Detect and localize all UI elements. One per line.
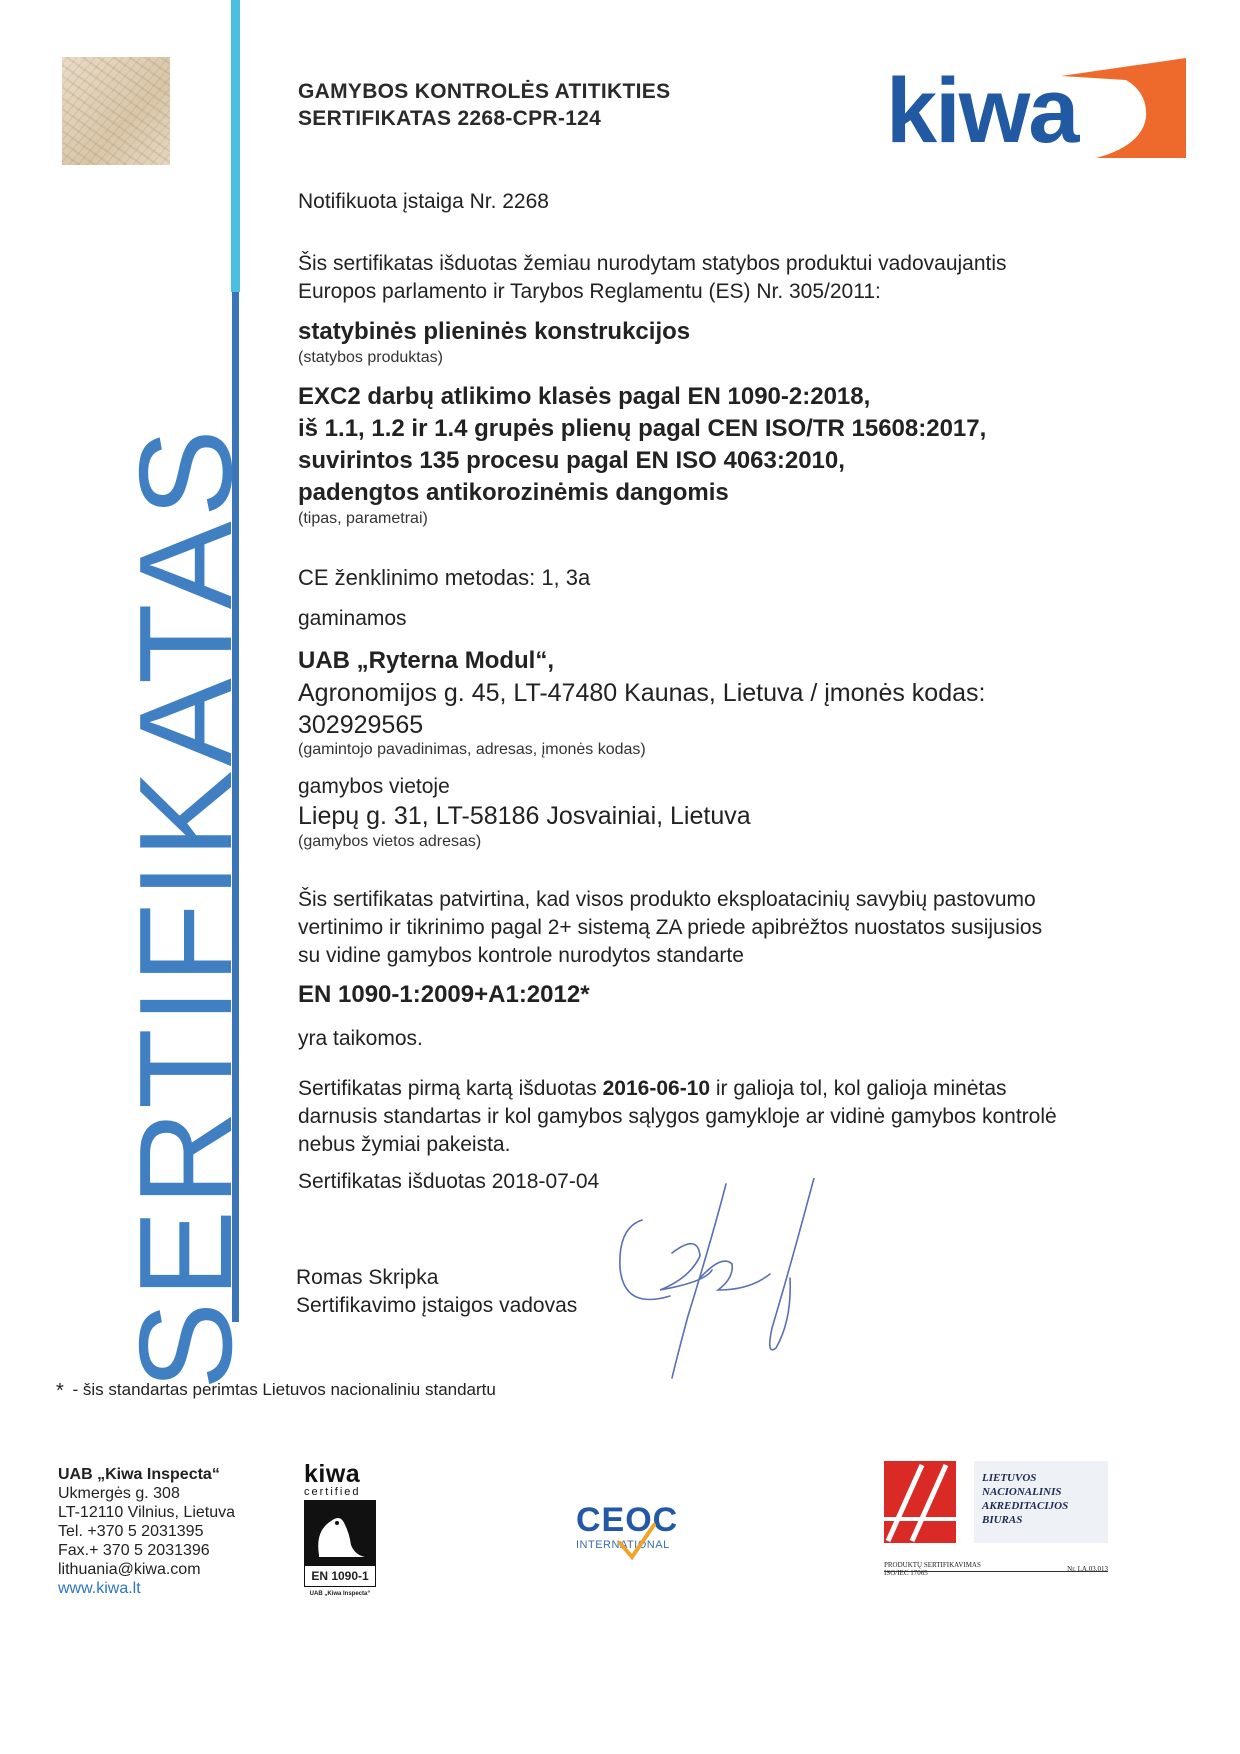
confirmation-text xyxy=(298,886,1042,970)
validity-line-1 xyxy=(298,1075,1057,1103)
lnab-line-3: AKREDITACIJOS xyxy=(982,1500,1069,1512)
type-line-2: iš 1.1, 1.2 ir 1.4 grupės plienų pagal CEN ISO/TR 15608:2017, xyxy=(298,415,987,442)
intro-text xyxy=(298,250,1007,306)
badge-certified: certified xyxy=(304,1486,361,1498)
first-issue-date: 2016-06-10 xyxy=(602,1077,711,1100)
type-line-1: EXC2 darbų atlikimo klasės pagal EN 1090-2:2018, xyxy=(298,383,871,410)
intro-line-2: Europos parlamento ir Tarybos Reglamentu (ES) Nr. 305/2011: xyxy=(298,280,881,303)
texture-swatch xyxy=(62,57,170,165)
issuer-city: LT-12110 Vilnius, Lietuva xyxy=(58,1504,236,1521)
side-title: SERTIFIKATAS xyxy=(112,425,259,1390)
kiwa-logo xyxy=(886,58,1186,166)
badge-standard: EN 1090-1 xyxy=(304,1566,376,1587)
issuer-fax: Fax.+ 370 5 2031396 xyxy=(58,1542,210,1559)
site-address: Liepų g. 31, LT-58186 Josvainiai, Lietuva xyxy=(298,802,751,830)
issuer-street: Ukmergės g. 308 xyxy=(58,1485,180,1502)
badge-company: UAB „Kiwa Inspecta“ xyxy=(309,1591,371,1597)
footnote-text: - šis standartas perimtas Lietuvos nacionaliniu standartu xyxy=(67,1380,496,1399)
manufacturer-address-line-1: Agronomijos g. 45, LT-47480 Kaunas, Lietuva / įmonės kodas: xyxy=(298,679,986,707)
lnab-bottom-2: ISO/IEC 17065 xyxy=(884,1569,928,1577)
product-type xyxy=(298,381,986,509)
accreditation-mark-icon xyxy=(884,1461,956,1543)
signature xyxy=(600,1178,860,1383)
ceoc-check-icon xyxy=(616,1523,656,1561)
issuer-tel: Tel. +370 5 2031395 xyxy=(58,1523,204,1540)
issuer-company: UAB „Kiwa Inspecta“ xyxy=(58,1466,220,1483)
footnote-mark: * xyxy=(56,1380,64,1402)
kiwa-logo-beaver xyxy=(1061,58,1186,158)
confirm-line-3: su vidine gamybos kontrole nurodytos standarte xyxy=(298,944,744,967)
footnote xyxy=(56,1380,496,1403)
manufacturer-address xyxy=(298,677,985,741)
product-name: statybinės plieninės konstrukcijos xyxy=(298,318,691,345)
validity-line-2: darnusis standartas ir kol gamybos sąlygos gamykloje ar vidinė gamybos kontrolė xyxy=(298,1105,1057,1128)
manufacturer-caption: (gamintojo pavadinimas, adresas, įmonės kodas) xyxy=(298,741,646,758)
ce-method: CE ženklinimo metodas: 1, 3a xyxy=(298,565,591,590)
beaver-silhouette-icon xyxy=(305,1501,375,1565)
type-line-4: padengtos antikorozinėmis dangomis xyxy=(298,479,729,506)
validity-line-3: nebus žymiai pakeista. xyxy=(298,1133,511,1156)
title-line-2: SERTIFIKATAS 2268-CPR-124 xyxy=(298,107,602,130)
intro-line-1: Šis sertifikatas išduotas žemiau nurodytam statybos produktui vadovaujantis xyxy=(298,252,1007,275)
confirm-line-1: Šis sertifikatas patvirtina, kad visos produkto eksploatacinių savybių pastovumo xyxy=(298,888,1036,911)
notified-body: Notifikuota įstaiga Nr. 2268 xyxy=(298,190,549,213)
applies-text: yra taikomos. xyxy=(298,1027,423,1050)
harmonised-standard: EN 1090-1:2009+A1:2012* xyxy=(298,981,590,1008)
accent-bar-light xyxy=(231,0,240,292)
issue-date: Sertifikatas išduotas 2018-07-04 xyxy=(298,1170,600,1193)
signer-name: Romas Skripka xyxy=(296,1266,439,1289)
accreditation-number: Nr. LA.03.013 xyxy=(1067,1565,1108,1573)
type-line-3: suvirintos 135 procesu pagal EN ISO 4063:2010, xyxy=(298,447,845,474)
lnab-bottom-1: PRODUKTŲ SERTIFIKAVIMAS xyxy=(884,1561,981,1569)
ceoc-text: CEOC xyxy=(576,1501,679,1539)
confirm-line-2: vertinimo ir tikrinimo pagal 2+ sistemą ZA priede apibrėžtos nuostatos susijusios xyxy=(298,916,1043,939)
kiwa-logo-text: kiwa xyxy=(886,60,1078,162)
signer-role: Sertifikavimo įstaigos vadovas xyxy=(296,1294,578,1317)
signatory xyxy=(296,1264,577,1320)
manufacturer-name: UAB „Ryterna Modul“, xyxy=(298,647,555,674)
validity-pre: Sertifikatas pirmą kartą išduotas xyxy=(298,1077,603,1100)
badge-word: kiwa xyxy=(304,1460,361,1488)
produced-label: gaminamos xyxy=(298,607,407,630)
lnab-line-4: BIURAS xyxy=(982,1514,1023,1526)
accreditation-logo xyxy=(884,1461,1118,1581)
site-label: gamybos vietoje xyxy=(298,775,450,798)
issuer-email[interactable]: lithuania@kiwa.com xyxy=(58,1561,201,1578)
product-caption: (statybos produktas) xyxy=(298,349,443,366)
accreditation-rule xyxy=(884,1571,1108,1572)
ceoc-logo xyxy=(576,1503,686,1563)
validity-post: ir galioja tol, kol galioja minėtas xyxy=(710,1077,1007,1100)
type-caption: (tipas, parametrai) xyxy=(298,510,428,527)
ceoc-sub: INTERNATIONAL xyxy=(576,1539,670,1551)
manufacturer-address-line-2: 302929565 xyxy=(298,711,424,739)
issuer-website-link[interactable]: www.kiwa.lt xyxy=(58,1580,141,1597)
title-line-1: GAMYBOS KONTROLĖS ATITIKTIES xyxy=(298,80,671,103)
validity-text xyxy=(298,1075,1057,1159)
lnab-line-2: NACIONALINIS xyxy=(982,1486,1062,1498)
accreditation-text xyxy=(982,1471,1068,1527)
kiwa-certified-badge xyxy=(304,1462,376,1597)
beaver-icon xyxy=(304,1500,376,1566)
issuer-address xyxy=(58,1465,235,1598)
certificate-title xyxy=(298,78,670,132)
accreditation-scope xyxy=(884,1561,981,1577)
lnab-line-1: LIETUVOS xyxy=(982,1472,1037,1484)
site-caption: (gamybos vietos adresas) xyxy=(298,833,482,850)
